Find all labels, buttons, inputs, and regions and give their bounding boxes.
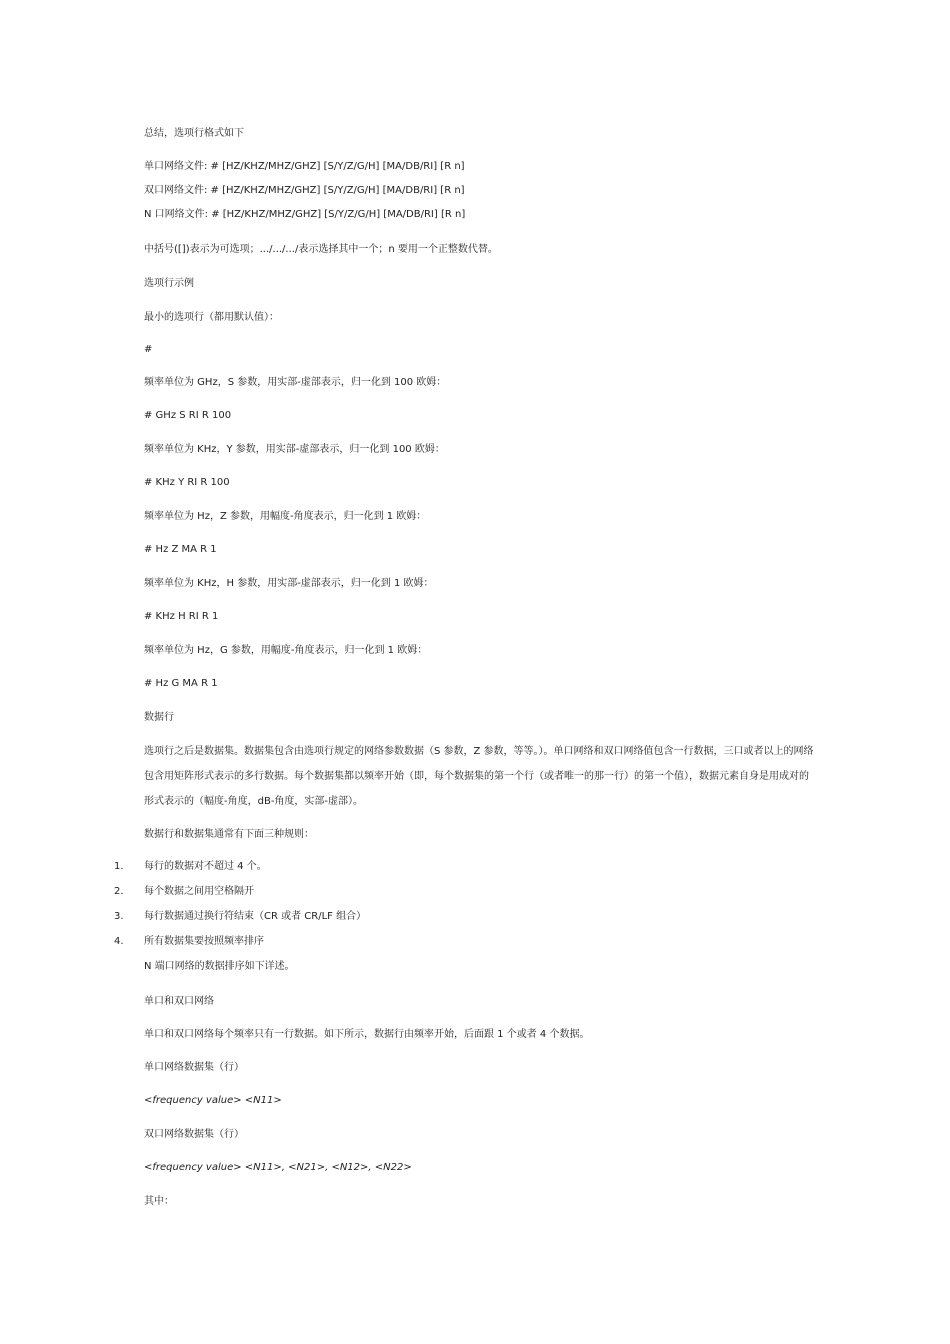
- example-desc: 频率单位为 GHz，S 参数，用实部-虚部表示，归一化到 100 欧姆：: [144, 377, 447, 388]
- example-option-line: # KHz H RI R 1: [144, 611, 219, 622]
- rule-number: 1.: [114, 861, 124, 872]
- rules-intro: 数据行和数据集通常有下面三种规则：: [144, 829, 314, 840]
- example-option-line: # Hz Z MA R 1: [144, 544, 217, 555]
- minimal-note: 最小的选项行（都用默认值）：: [144, 312, 279, 323]
- oneport-dataset-label: 单口网络数据集（行）: [144, 1062, 244, 1073]
- summary-heading: 总结，选项行格式如下: [144, 128, 244, 139]
- example-option-line: # KHz Y RI R 100: [144, 477, 230, 488]
- bracket-note: 中括号([])表示为可选项；.../.../.../表示选择其中一个；n 要用一个正整数代替。: [144, 244, 498, 255]
- one-two-port-heading: 单口和双口网络: [144, 996, 214, 1007]
- rule-text: 每个数据之间用空格隔开: [144, 886, 254, 897]
- data-paragraph: 选项行之后是数据集。数据集包含由选项行规定的网络参数数据（S 参数，Z 参数，等等。）。单口网络和双口网络值包含一行数据，三口或者以上的网络包含用矩阵形式表示的多行数据。每个数据集都以频率开始（即，每个数据集的第一个行（或者唯一的那一行）的第一个值），数据元素自身是用成对的形式表示的（幅度-角度，dB-角度，实部-虚部）。: [144, 746, 814, 807]
- nport-note: N 端口网络的数据排序如下详述。: [144, 961, 295, 972]
- rule-text: 所有数据集要按照频率排序: [144, 936, 264, 947]
- where-label: 其中：: [144, 1196, 174, 1207]
- rule-number: 3.: [114, 911, 124, 922]
- minimal-option-line: #: [144, 344, 153, 355]
- example-option-line: # GHz S RI R 100: [144, 410, 232, 421]
- example-desc: 频率单位为 Hz，Z 参数，用幅度-角度表示，归一化到 1 欧姆：: [144, 511, 427, 522]
- example-option-line: # Hz G MA R 1: [144, 678, 218, 689]
- rule-text: 每行的数据对不超过 4 个。: [144, 861, 267, 872]
- example-desc: 频率单位为 KHz，Y 参数，用实部-虚部表示，归一化到 100 欧姆：: [144, 444, 445, 455]
- rule-number: 2.: [114, 886, 124, 897]
- format-line-twoport: 双口网络文件: # [HZ/KHZ/MHZ/GHZ] [S/Y/Z/G/H] [MA/DB/RI] [R n]: [144, 185, 465, 196]
- data-heading: 数据行: [144, 712, 174, 723]
- oneport-dataset-line: <frequency value> <N11>: [144, 1095, 282, 1106]
- example-desc: 频率单位为 Hz，G 参数，用幅度-角度表示，归一化到 1 欧姆：: [144, 645, 428, 656]
- twoport-dataset-line: <frequency value> <N11>, <N21>, <N12>, <N22>: [144, 1162, 412, 1173]
- format-line-oneport: 单口网络文件: # [HZ/KHZ/MHZ/GHZ] [S/Y/Z/G/H] [MA/DB/RI] [R n]: [144, 161, 465, 172]
- example-desc: 频率单位为 KHz，H 参数，用实部-虚部表示，归一化到 1 欧姆：: [144, 578, 434, 589]
- examples-heading: 选项行示例: [144, 278, 194, 289]
- rule-text: 每行数据通过换行符结束（CR 或者 CR/LF 组合）: [144, 911, 367, 922]
- one-two-port-paragraph: 单口和双口网络每个频率只有一行数据。如下所示，数据行由频率开始，后面跟 1 个或者 4 个数据。: [144, 1029, 590, 1040]
- rule-number: 4.: [114, 936, 124, 947]
- twoport-dataset-label: 双口网络数据集（行）: [144, 1129, 244, 1140]
- format-line-nport: N 口网络文件: # [HZ/KHZ/MHZ/GHZ] [S/Y/Z/G/H] [MA/DB/RI] [R n]: [144, 209, 466, 220]
